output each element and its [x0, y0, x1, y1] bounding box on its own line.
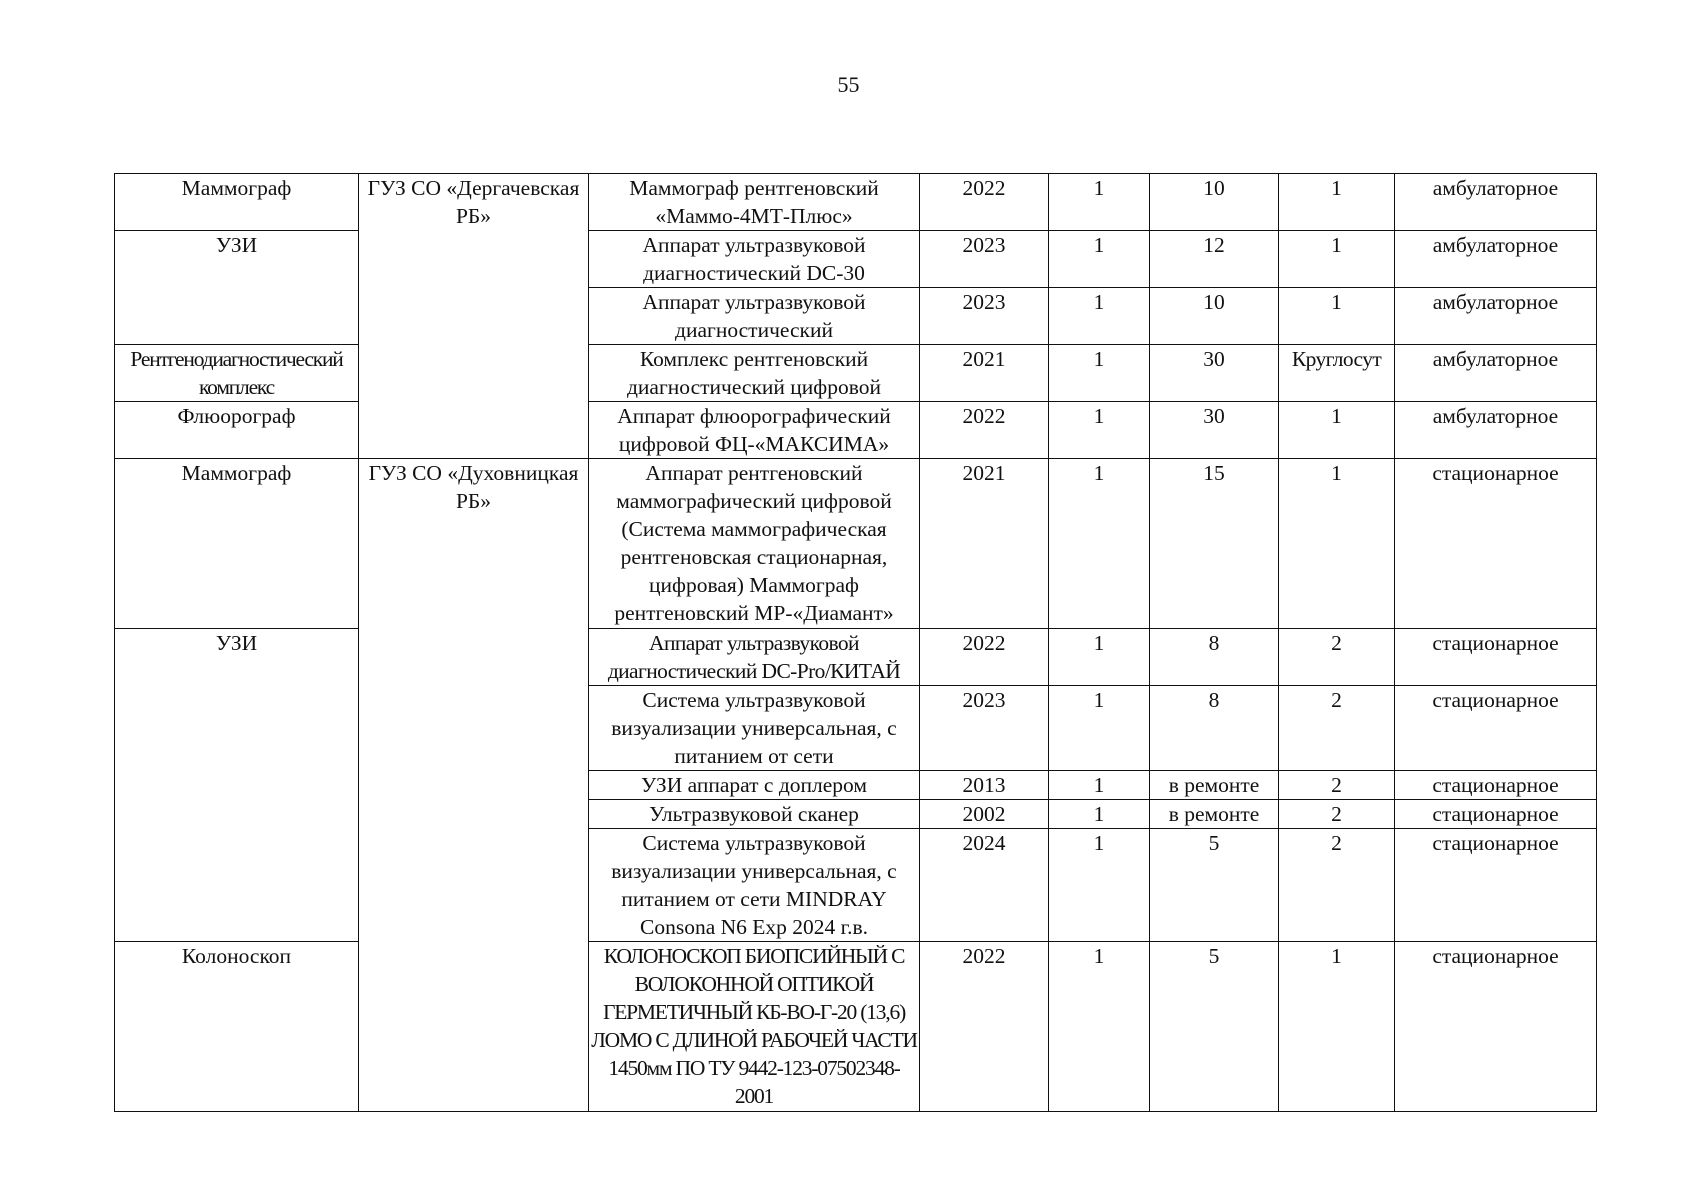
load-cell: 8 [1150, 686, 1279, 771]
quantity-cell: 1 [1049, 288, 1150, 345]
mode-cell: стационарное [1395, 771, 1597, 800]
load-cell: 30 [1150, 345, 1279, 402]
equipment-type-cell: Флюорограф [115, 402, 359, 459]
shift-cell: 1 [1279, 231, 1395, 288]
table-row [115, 459, 1597, 629]
table-row [115, 629, 1597, 686]
organization-cell: ГУЗ СО «Духовницкая РБ» [359, 459, 589, 1112]
year-cell: 2002 [920, 800, 1049, 829]
load-cell: 10 [1150, 174, 1279, 231]
model-cell: Аппарат рентгеновский маммографический цифровой (Система маммографическая рентгеновская стационарная, цифровая) Маммограф рентгеновский МР-«Диамант» [589, 459, 920, 629]
shift-cell: 1 [1279, 402, 1395, 459]
load-cell: в ремонте [1150, 771, 1279, 800]
shift-cell: 2 [1279, 800, 1395, 829]
mode-cell: амбулаторное [1395, 288, 1597, 345]
mode-cell: амбулаторное [1395, 402, 1597, 459]
load-cell: 15 [1150, 459, 1279, 629]
model-cell: Ультразвуковой сканер [589, 800, 920, 829]
shift-cell: 2 [1279, 829, 1395, 942]
shift-cell: Круглосут [1279, 345, 1395, 402]
equipment-table [114, 173, 1597, 1112]
organization-cell: ГУЗ СО «Дергачевская РБ» [359, 174, 589, 459]
page-number: 55 [837, 72, 860, 97]
quantity-cell: 1 [1049, 829, 1150, 942]
quantity-cell: 1 [1049, 402, 1150, 459]
quantity-cell: 1 [1049, 459, 1150, 629]
equipment-type-cell: УЗИ [115, 231, 359, 345]
mode-cell: стационарное [1395, 459, 1597, 629]
shift-cell: 1 [1279, 459, 1395, 629]
table-row [115, 231, 1597, 288]
mode-cell: стационарное [1395, 629, 1597, 686]
equipment-type-cell: Маммограф [115, 459, 359, 629]
shift-cell: 2 [1279, 686, 1395, 771]
load-cell: 30 [1150, 402, 1279, 459]
table-row [115, 942, 1597, 1112]
mode-cell: стационарное [1395, 686, 1597, 771]
equipment-type-cell: Маммограф [115, 174, 359, 231]
load-cell: в ремонте [1150, 800, 1279, 829]
year-cell: 2022 [920, 942, 1049, 1112]
model-cell: Аппарат ультразвуковой диагностический DC-30 [589, 231, 920, 288]
model-cell: КОЛОНОСКОП БИОПСИЙНЫЙ С ВОЛОКОННОЙ ОПТИКОЙ ГЕРМЕТИЧНЫЙ КБ-ВО-Г-20 (13,6) ЛОМО С ДЛИНОЙ РАБОЧЕЙ ЧАСТИ 1450мм ПО ТУ 9442-123-07502348-2001 [589, 942, 920, 1112]
model-cell: Система ультразвуковой визуализации универсальная, с питанием от сети [589, 686, 920, 771]
year-cell: 2021 [920, 459, 1049, 629]
table-row [115, 345, 1597, 402]
model-cell: Аппарат флюорографический цифровой ФЦ-«МАКСИМА» [589, 402, 920, 459]
shift-cell: 2 [1279, 771, 1395, 800]
table-row [115, 174, 1597, 231]
model-cell: Система ультразвуковой визуализации универсальная, с питанием от сети MINDRAY Consona N6 Exp 2024 г.в. [589, 829, 920, 942]
quantity-cell: 1 [1049, 686, 1150, 771]
shift-cell: 1 [1279, 174, 1395, 231]
equipment-type-cell: Рентгенодиагностический комплекс [115, 345, 359, 402]
year-cell: 2023 [920, 686, 1049, 771]
load-cell: 12 [1150, 231, 1279, 288]
mode-cell: стационарное [1395, 829, 1597, 942]
year-cell: 2023 [920, 288, 1049, 345]
year-cell: 2022 [920, 402, 1049, 459]
shift-cell: 1 [1279, 288, 1395, 345]
quantity-cell: 1 [1049, 629, 1150, 686]
shift-cell: 1 [1279, 942, 1395, 1112]
quantity-cell: 1 [1049, 942, 1150, 1112]
mode-cell: амбулаторное [1395, 345, 1597, 402]
table-row [115, 402, 1597, 459]
year-cell: 2024 [920, 829, 1049, 942]
quantity-cell: 1 [1049, 174, 1150, 231]
year-cell: 2022 [920, 174, 1049, 231]
load-cell: 10 [1150, 288, 1279, 345]
model-cell: УЗИ аппарат с доплером [589, 771, 920, 800]
year-cell: 2023 [920, 231, 1049, 288]
shift-cell: 2 [1279, 629, 1395, 686]
equipment-type-cell: УЗИ [115, 629, 359, 942]
quantity-cell: 1 [1049, 231, 1150, 288]
quantity-cell: 1 [1049, 800, 1150, 829]
load-cell: 5 [1150, 942, 1279, 1112]
mode-cell: стационарное [1395, 942, 1597, 1112]
quantity-cell: 1 [1049, 345, 1150, 402]
quantity-cell: 1 [1049, 771, 1150, 800]
mode-cell: амбулаторное [1395, 174, 1597, 231]
equipment-type-cell: Колоноскоп [115, 942, 359, 1112]
load-cell: 5 [1150, 829, 1279, 942]
mode-cell: стационарное [1395, 800, 1597, 829]
model-cell: Маммограф рентгеновский «Маммо-4МТ-Плюс» [589, 174, 920, 231]
model-cell: Аппарат ультразвуковой диагностический DC-Pro/КИТАЙ [589, 629, 920, 686]
model-cell: Комплекс рентгеновский диагностический цифровой [589, 345, 920, 402]
year-cell: 2022 [920, 629, 1049, 686]
year-cell: 2021 [920, 345, 1049, 402]
mode-cell: амбулаторное [1395, 231, 1597, 288]
model-cell: Аппарат ультразвуковой диагностический [589, 288, 920, 345]
year-cell: 2013 [920, 771, 1049, 800]
load-cell: 8 [1150, 629, 1279, 686]
